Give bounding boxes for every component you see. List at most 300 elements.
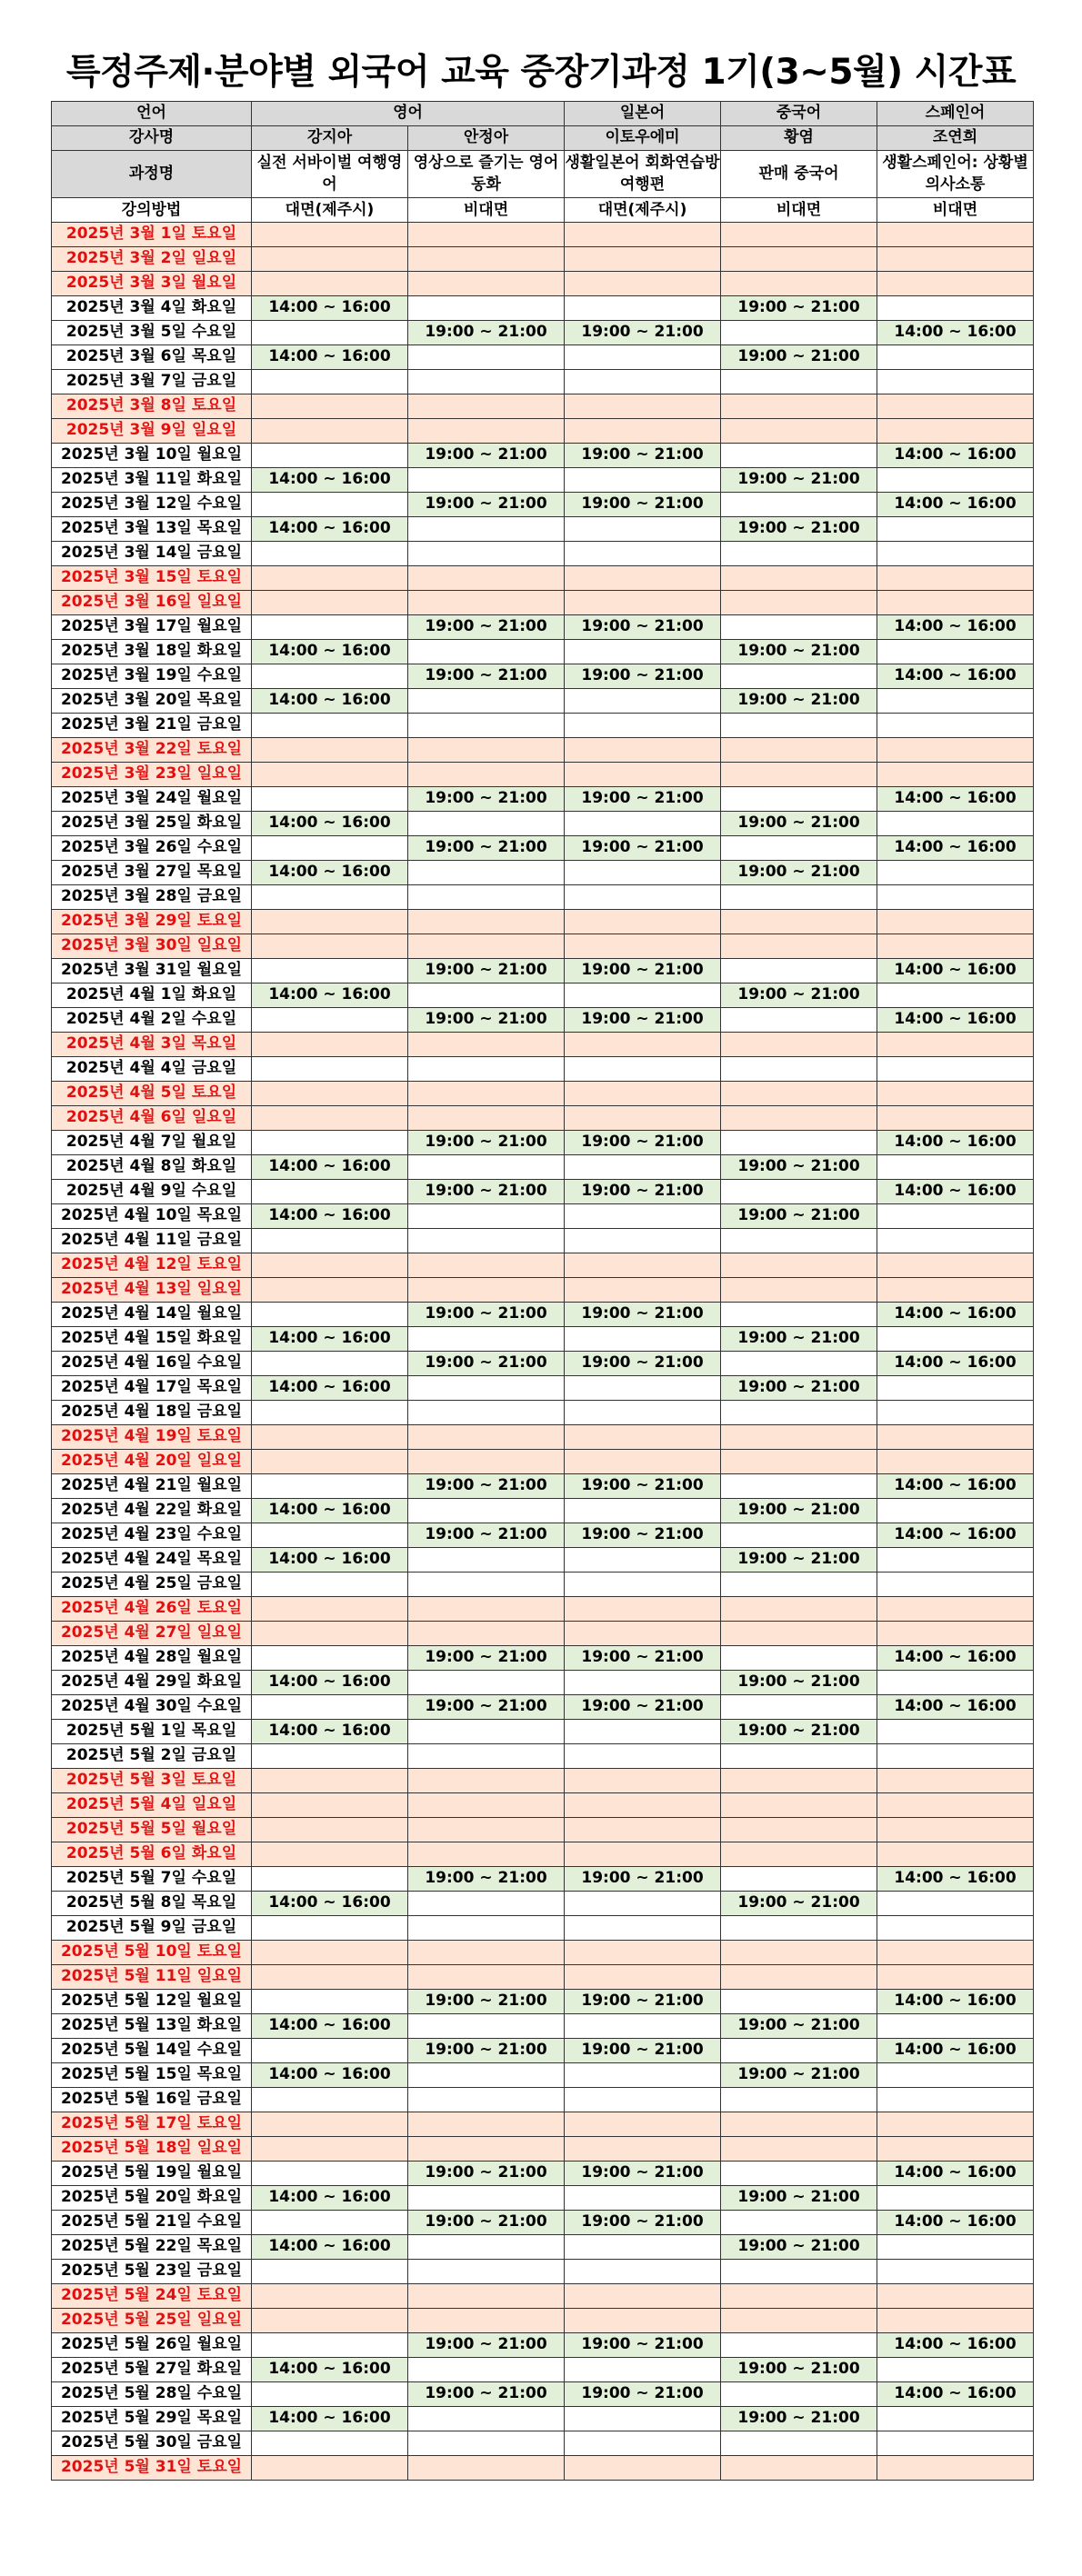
schedule-row: [52, 2431, 1034, 2455]
language-english: 영어: [252, 102, 565, 126]
class-slot: 14:00 ~ 16:00: [252, 2185, 408, 2210]
class-slot: [408, 1964, 565, 1989]
class-slot: [877, 2112, 1034, 2136]
class-slot: [721, 2283, 877, 2308]
class-slot: [721, 614, 877, 639]
schedule-date: 2025년 4월 4일 금요일: [52, 1056, 252, 1081]
class-slot: [877, 2185, 1034, 2210]
schedule-date: 2025년 5월 24일 토요일: [52, 2283, 252, 2308]
class-slot: 14:00 ~ 16:00: [252, 2062, 408, 2087]
class-slot: [408, 1891, 565, 1915]
class-slot: [565, 1081, 721, 1105]
schedule-date: 2025년 3월 22일 토요일: [52, 737, 252, 762]
schedule-date: 2025년 4월 7일 월요일: [52, 1130, 252, 1154]
class-slot: [721, 1596, 877, 1621]
class-slot: [408, 2136, 565, 2161]
class-slot: [252, 1645, 408, 1670]
class-slot: [721, 713, 877, 737]
schedule-row: [52, 2161, 1034, 2185]
schedule-row: [52, 2283, 1034, 2308]
class-slot: [408, 2234, 565, 2259]
class-slot: 19:00 ~ 21:00: [408, 1302, 565, 1326]
schedule-date: 2025년 5월 4일 일요일: [52, 1792, 252, 1817]
class-slot: [877, 1449, 1034, 1473]
class-slot: [408, 1621, 565, 1645]
class-slot: [565, 1915, 721, 1940]
class-slot: [565, 295, 721, 320]
class-slot: [721, 1621, 877, 1645]
class-slot: [252, 934, 408, 958]
course-name: 판매 중국어: [721, 150, 877, 198]
schedule-date: 2025년 4월 29일 화요일: [52, 1670, 252, 1694]
schedule-row: [52, 1498, 1034, 1523]
class-slot: [565, 1743, 721, 1768]
class-slot: [721, 1032, 877, 1056]
class-slot: [877, 1940, 1034, 1964]
schedule-row: [52, 1891, 1034, 1915]
class-slot: 19:00 ~ 21:00: [721, 1203, 877, 1228]
schedule-date: 2025년 4월 16일 수요일: [52, 1351, 252, 1375]
class-slot: [721, 369, 877, 394]
class-slot: 14:00 ~ 16:00: [877, 614, 1034, 639]
schedule-row: [52, 1302, 1034, 1326]
class-slot: 19:00 ~ 21:00: [408, 2381, 565, 2406]
class-slot: [565, 2455, 721, 2480]
schedule-row: [52, 713, 1034, 737]
class-slot: [565, 2283, 721, 2308]
class-slot: 14:00 ~ 16:00: [877, 492, 1034, 516]
class-slot: [721, 394, 877, 418]
schedule-date: 2025년 5월 11일 일요일: [52, 1964, 252, 1989]
course-method: 비대면: [721, 198, 877, 223]
schedule-row: [52, 516, 1034, 541]
class-slot: [252, 1302, 408, 1326]
class-slot: [565, 1400, 721, 1424]
class-slot: [252, 2136, 408, 2161]
class-slot: 19:00 ~ 21:00: [408, 1007, 565, 1032]
schedule-date: 2025년 4월 11일 금요일: [52, 1228, 252, 1253]
class-slot: [565, 1203, 721, 1228]
instructor-row: [52, 125, 1034, 150]
class-slot: [877, 516, 1034, 541]
class-slot: [877, 222, 1034, 246]
class-slot: 14:00 ~ 16:00: [252, 344, 408, 369]
class-slot: [408, 1154, 565, 1179]
schedule-row: [52, 1449, 1034, 1473]
class-slot: [877, 1326, 1034, 1351]
class-slot: [408, 2259, 565, 2283]
schedule-row: [52, 909, 1034, 934]
class-slot: 19:00 ~ 21:00: [721, 688, 877, 713]
course-method: 비대면: [408, 198, 565, 223]
schedule-date: 2025년 3월 28일 금요일: [52, 884, 252, 909]
class-slot: [408, 1768, 565, 1792]
class-slot: [252, 590, 408, 614]
class-slot: [408, 590, 565, 614]
class-slot: 19:00 ~ 21:00: [408, 2038, 565, 2062]
class-slot: [252, 786, 408, 811]
class-slot: 19:00 ~ 21:00: [721, 1375, 877, 1400]
class-slot: 19:00 ~ 21:00: [721, 1498, 877, 1523]
class-slot: [408, 1105, 565, 1130]
class-slot: [877, 639, 1034, 664]
class-slot: 14:00 ~ 16:00: [252, 1375, 408, 1400]
class-slot: [408, 1670, 565, 1694]
class-slot: [565, 1154, 721, 1179]
language-japanese: 일본어: [565, 102, 721, 126]
schedule-row: [52, 1032, 1034, 1056]
class-slot: [721, 1105, 877, 1130]
class-slot: [877, 2259, 1034, 2283]
schedule-date: 2025년 4월 20일 일요일: [52, 1449, 252, 1473]
class-slot: [252, 614, 408, 639]
class-slot: [877, 1032, 1034, 1056]
class-slot: [252, 1743, 408, 1768]
schedule-body: [52, 222, 1034, 2480]
class-slot: [252, 1424, 408, 1449]
class-slot: [877, 590, 1034, 614]
class-slot: [252, 541, 408, 565]
schedule-date: 2025년 3월 1일 토요일: [52, 222, 252, 246]
class-slot: [721, 884, 877, 909]
class-slot: 14:00 ~ 16:00: [877, 2332, 1034, 2357]
class-slot: [877, 762, 1034, 786]
class-slot: 19:00 ~ 21:00: [721, 1547, 877, 1572]
class-slot: [408, 1596, 565, 1621]
schedule-row: [52, 394, 1034, 418]
class-slot: [721, 1473, 877, 1498]
class-slot: [252, 1400, 408, 1424]
class-slot: [721, 1056, 877, 1081]
class-slot: [408, 369, 565, 394]
class-slot: [565, 418, 721, 443]
class-slot: [565, 222, 721, 246]
schedule-date: 2025년 4월 26일 토요일: [52, 1596, 252, 1621]
class-slot: 14:00 ~ 16:00: [252, 1203, 408, 1228]
class-slot: [408, 271, 565, 295]
class-slot: 19:00 ~ 21:00: [565, 1179, 721, 1203]
class-slot: 14:00 ~ 16:00: [252, 516, 408, 541]
class-slot: 19:00 ~ 21:00: [721, 2185, 877, 2210]
schedule-row: [52, 1572, 1034, 1596]
class-slot: 19:00 ~ 21:00: [565, 1866, 721, 1891]
class-slot: [252, 2381, 408, 2406]
class-slot: 14:00 ~ 16:00: [877, 1645, 1034, 1670]
class-slot: 14:00 ~ 16:00: [877, 1007, 1034, 1032]
schedule-row: [52, 1645, 1034, 1670]
schedule-row: [52, 1523, 1034, 1547]
class-slot: [252, 2431, 408, 2455]
class-slot: [877, 1817, 1034, 1842]
class-slot: [565, 1842, 721, 1866]
class-slot: 14:00 ~ 16:00: [877, 786, 1034, 811]
schedule-row: [52, 541, 1034, 565]
class-slot: 19:00 ~ 21:00: [565, 1694, 721, 1719]
class-slot: [252, 2112, 408, 2136]
class-slot: [565, 369, 721, 394]
schedule-row: [52, 737, 1034, 762]
class-slot: 14:00 ~ 16:00: [877, 1694, 1034, 1719]
class-slot: 19:00 ~ 21:00: [565, 2038, 721, 2062]
class-slot: [877, 1228, 1034, 1253]
course-name: 실전 서바이벌 여행영어: [252, 150, 408, 198]
class-slot: 19:00 ~ 21:00: [565, 1473, 721, 1498]
class-slot: [877, 271, 1034, 295]
class-slot: [877, 1547, 1034, 1572]
language-label: 언어: [52, 102, 252, 126]
schedule-row: [52, 2234, 1034, 2259]
class-slot: [408, 1203, 565, 1228]
class-slot: [877, 1792, 1034, 1817]
class-slot: 19:00 ~ 21:00: [408, 1523, 565, 1547]
class-slot: [877, 2455, 1034, 2480]
course-method: 대면(제주시): [252, 198, 408, 223]
class-slot: [565, 1375, 721, 1400]
class-slot: [252, 958, 408, 983]
schedule-row: [52, 1792, 1034, 1817]
class-slot: [252, 1449, 408, 1473]
class-slot: [721, 492, 877, 516]
class-slot: 14:00 ~ 16:00: [877, 1866, 1034, 1891]
schedule-row: [52, 320, 1034, 344]
class-slot: 19:00 ~ 21:00: [408, 2210, 565, 2234]
schedule-date: 2025년 3월 12일 수요일: [52, 492, 252, 516]
schedule-date: 2025년 5월 6일 화요일: [52, 1842, 252, 1866]
class-slot: [252, 2308, 408, 2332]
class-slot: [721, 934, 877, 958]
schedule-date: 2025년 3월 6일 목요일: [52, 344, 252, 369]
class-slot: 19:00 ~ 21:00: [721, 1154, 877, 1179]
class-slot: [877, 1670, 1034, 1694]
class-slot: [877, 1572, 1034, 1596]
class-slot: [721, 1130, 877, 1154]
class-slot: [877, 1056, 1034, 1081]
class-slot: [721, 1645, 877, 1670]
schedule-date: 2025년 5월 13일 화요일: [52, 2013, 252, 2038]
language-row: [52, 102, 1034, 126]
class-slot: [565, 2013, 721, 2038]
class-slot: 14:00 ~ 16:00: [877, 1989, 1034, 2013]
class-slot: [721, 246, 877, 271]
class-slot: [565, 1964, 721, 1989]
class-slot: [408, 565, 565, 590]
class-slot: [252, 1964, 408, 1989]
class-slot: 19:00 ~ 21:00: [721, 2062, 877, 2087]
class-slot: 14:00 ~ 16:00: [252, 1547, 408, 1572]
schedule-row: [52, 1670, 1034, 1694]
class-slot: [877, 1768, 1034, 1792]
class-slot: [721, 2431, 877, 2455]
class-slot: [408, 516, 565, 541]
class-slot: 19:00 ~ 21:00: [565, 958, 721, 983]
class-slot: [565, 271, 721, 295]
class-slot: [252, 1473, 408, 1498]
class-slot: 14:00 ~ 16:00: [877, 2161, 1034, 2185]
schedule-date: 2025년 3월 30일 일요일: [52, 934, 252, 958]
schedule-date: 2025년 3월 19일 수요일: [52, 664, 252, 688]
class-slot: [408, 2308, 565, 2332]
class-slot: [408, 1547, 565, 1572]
schedule-row: [52, 369, 1034, 394]
schedule-row: [52, 1130, 1034, 1154]
class-slot: [877, 2062, 1034, 2087]
class-slot: 19:00 ~ 21:00: [408, 1866, 565, 1891]
class-slot: [252, 762, 408, 786]
class-slot: [252, 1842, 408, 1866]
schedule-date: 2025년 5월 1일 목요일: [52, 1719, 252, 1743]
course-method: 대면(제주시): [565, 198, 721, 223]
schedule-row: [52, 295, 1034, 320]
class-slot: [408, 1743, 565, 1768]
schedule-row: [52, 1964, 1034, 1989]
schedule-date: 2025년 5월 9일 금요일: [52, 1915, 252, 1940]
class-slot: [721, 2210, 877, 2234]
class-slot: [408, 713, 565, 737]
schedule-date: 2025년 5월 20일 화요일: [52, 2185, 252, 2210]
schedule-row: [52, 1547, 1034, 1572]
class-slot: 19:00 ~ 21:00: [408, 2332, 565, 2357]
class-slot: [408, 688, 565, 713]
class-slot: [877, 1915, 1034, 1940]
class-slot: [252, 1940, 408, 1964]
schedule-date: 2025년 5월 25일 일요일: [52, 2308, 252, 2332]
class-slot: [721, 2455, 877, 2480]
schedule-row: [52, 1817, 1034, 1842]
schedule-row: [52, 1375, 1034, 1400]
class-slot: [721, 1449, 877, 1473]
class-slot: [408, 1719, 565, 1743]
class-slot: [877, 1498, 1034, 1523]
class-slot: [408, 246, 565, 271]
schedule-date: 2025년 5월 28일 수요일: [52, 2381, 252, 2406]
class-slot: 19:00 ~ 21:00: [408, 1645, 565, 1670]
class-slot: [252, 246, 408, 271]
class-slot: 19:00 ~ 21:00: [565, 786, 721, 811]
language-spanish: 스페인어: [877, 102, 1034, 126]
schedule-date: 2025년 4월 27일 일요일: [52, 1621, 252, 1645]
class-slot: [721, 1424, 877, 1449]
class-slot: [408, 541, 565, 565]
class-slot: [252, 664, 408, 688]
schedule-date: 2025년 3월 24일 월요일: [52, 786, 252, 811]
class-slot: [565, 1940, 721, 1964]
schedule-date: 2025년 3월 14일 금요일: [52, 541, 252, 565]
class-slot: [877, 2087, 1034, 2112]
class-slot: 19:00 ~ 21:00: [721, 2013, 877, 2038]
class-slot: [252, 2087, 408, 2112]
class-slot: [252, 369, 408, 394]
class-slot: [721, 320, 877, 344]
class-slot: [408, 860, 565, 884]
class-slot: [408, 1572, 565, 1596]
schedule-date: 2025년 3월 20일 목요일: [52, 688, 252, 713]
course-name: 생활스페인어: 상황별 의사소통: [877, 150, 1034, 198]
class-slot: [565, 394, 721, 418]
schedule-row: [52, 344, 1034, 369]
class-slot: 14:00 ~ 16:00: [877, 2381, 1034, 2406]
class-slot: [721, 2332, 877, 2357]
class-slot: 19:00 ~ 21:00: [565, 1645, 721, 1670]
class-slot: [877, 713, 1034, 737]
class-slot: [252, 1105, 408, 1130]
schedule-date: 2025년 5월 5일 월요일: [52, 1817, 252, 1842]
class-slot: [565, 1498, 721, 1523]
class-slot: [565, 1105, 721, 1130]
class-slot: [565, 1792, 721, 1817]
class-slot: [565, 983, 721, 1007]
schedule-row: [52, 614, 1034, 639]
schedule-row: [52, 762, 1034, 786]
schedule-row: [52, 2087, 1034, 2112]
schedule-row: [52, 1056, 1034, 1081]
class-slot: [408, 1915, 565, 1940]
schedule-row: [52, 2038, 1034, 2062]
class-slot: [877, 1621, 1034, 1645]
schedule-date: 2025년 4월 30일 수요일: [52, 1694, 252, 1719]
schedule-date: 2025년 4월 8일 화요일: [52, 1154, 252, 1179]
class-slot: [408, 909, 565, 934]
class-slot: [408, 2431, 565, 2455]
schedule-row: [52, 2185, 1034, 2210]
course-label: 과정명: [52, 150, 252, 198]
class-slot: [877, 2357, 1034, 2381]
class-slot: [721, 271, 877, 295]
class-slot: [721, 1081, 877, 1105]
class-slot: [565, 811, 721, 835]
class-slot: 14:00 ~ 16:00: [252, 688, 408, 713]
class-slot: [408, 811, 565, 835]
class-slot: [721, 1743, 877, 1768]
class-slot: 19:00 ~ 21:00: [565, 664, 721, 688]
class-slot: [565, 2112, 721, 2136]
class-slot: [408, 1424, 565, 1449]
class-slot: 19:00 ~ 21:00: [565, 2332, 721, 2357]
class-slot: 19:00 ~ 21:00: [565, 492, 721, 516]
class-slot: 14:00 ~ 16:00: [877, 320, 1034, 344]
schedule-date: 2025년 5월 10일 토요일: [52, 1940, 252, 1964]
class-slot: [721, 418, 877, 443]
class-slot: 19:00 ~ 21:00: [565, 835, 721, 860]
class-slot: [565, 2357, 721, 2381]
schedule-row: [52, 1105, 1034, 1130]
schedule-date: 2025년 3월 21일 금요일: [52, 713, 252, 737]
class-slot: [565, 1719, 721, 1743]
class-slot: [252, 1056, 408, 1081]
class-slot: [721, 1179, 877, 1203]
class-slot: [408, 1326, 565, 1351]
schedule-row: [52, 1154, 1034, 1179]
class-slot: 14:00 ~ 16:00: [877, 1179, 1034, 1203]
class-slot: [408, 1032, 565, 1056]
class-slot: [252, 1866, 408, 1891]
class-slot: [565, 1891, 721, 1915]
class-slot: [721, 958, 877, 983]
schedule-date: 2025년 4월 1일 화요일: [52, 983, 252, 1007]
class-slot: [408, 295, 565, 320]
schedule-date: 2025년 3월 2일 일요일: [52, 246, 252, 271]
schedule-date: 2025년 3월 5일 수요일: [52, 320, 252, 344]
class-slot: [721, 1302, 877, 1326]
class-slot: [252, 2210, 408, 2234]
class-slot: [565, 737, 721, 762]
class-slot: [252, 737, 408, 762]
schedule-row: [52, 786, 1034, 811]
class-slot: 19:00 ~ 21:00: [565, 1351, 721, 1375]
class-slot: [721, 2161, 877, 2185]
schedule-row: [52, 222, 1034, 246]
class-slot: 14:00 ~ 16:00: [252, 295, 408, 320]
schedule-row: [52, 1940, 1034, 1964]
